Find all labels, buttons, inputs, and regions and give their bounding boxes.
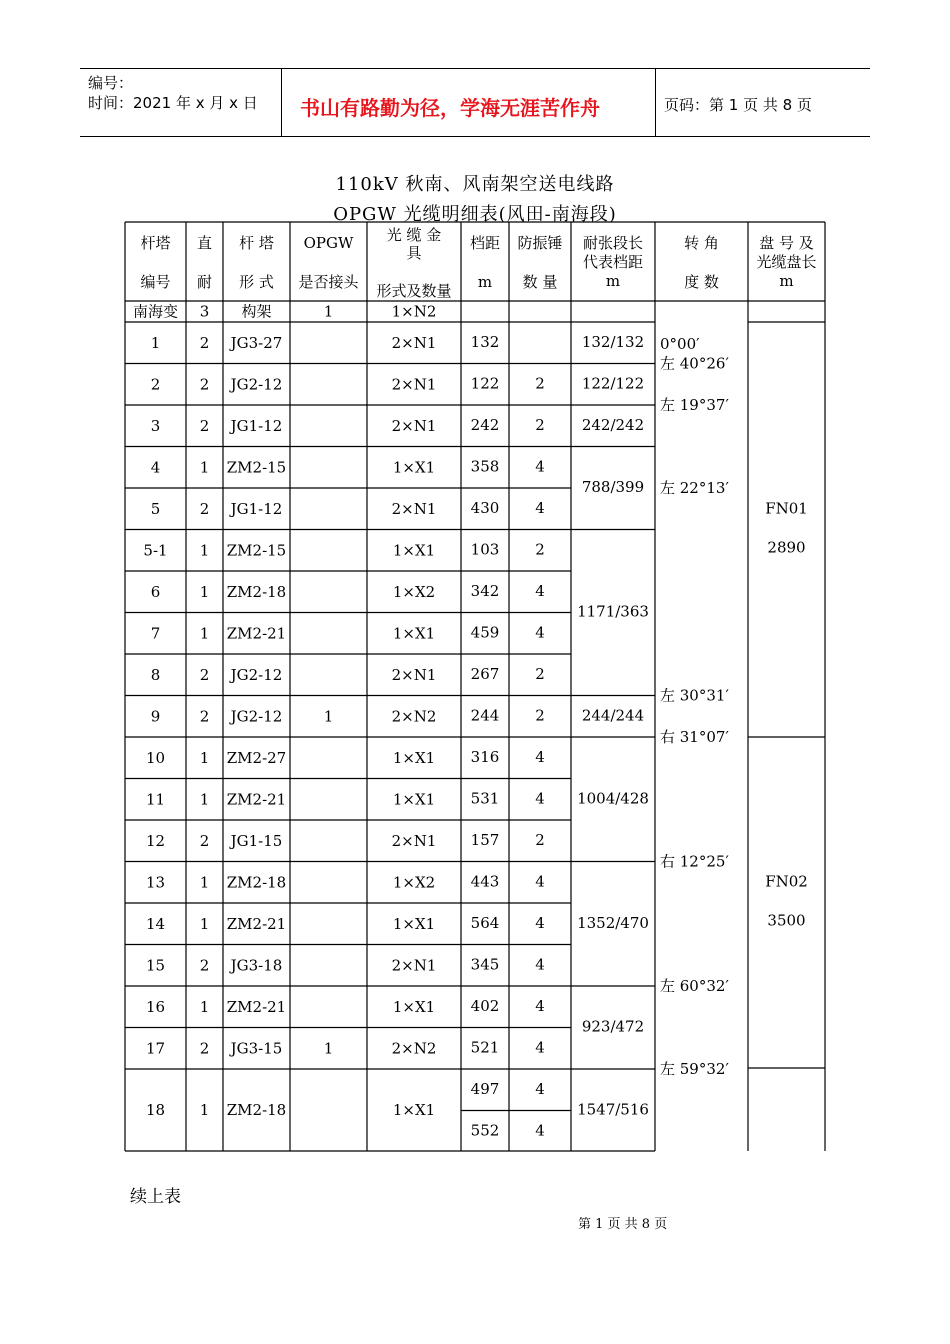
header-cell-reel: 盘 号 及 [759,234,814,252]
tower-form-cell: JG2-12 [230,375,283,394]
span-cell: 521 [470,1038,500,1057]
tower-number-cell: 7 [150,624,161,643]
tower-kind-cell: 2 [199,375,210,394]
span-cell: 132 [470,332,500,351]
fitting-cell: 1×X1 [392,1101,436,1119]
tower-number-cell: 3 [150,416,161,435]
damper-cell: 4 [535,996,545,1015]
header-cell-damper: 防振锤 [517,234,563,252]
span-cell: 316 [470,747,500,766]
reel-number-cell: FN01 [765,499,808,518]
section-length-cell: 244/244 [581,706,645,725]
damper-cell: 4 [535,955,545,974]
span-cell: 497 [470,1079,500,1098]
damper-cell: 4 [535,913,545,932]
header-cell-span: 档距 [469,234,501,252]
fitting-cell: 2×N2 [391,707,437,726]
header-cell-span: m [477,273,493,291]
header-cell-tower_no: 杆塔 [140,234,171,252]
tower-number-cell: 6 [150,582,161,601]
angle-cell: 左 40°26′ [660,354,729,373]
tower-number-cell: 14 [145,914,166,933]
fitting-cell: 1×X1 [392,748,436,767]
header-cell-opgw: 是否接头 [298,273,359,291]
section-length-cell: 788/399 [581,478,645,496]
page-title: 110kV 秋南、风南架空送电线路 [335,174,615,195]
span-cell: 443 [470,872,500,891]
page-number-label: 页码：第 1 页 共 8 页 [664,96,812,114]
tower-kind-cell: 1 [199,748,210,767]
damper-cell: 2 [535,540,545,559]
header-cell-damper: 数 量 [522,273,558,291]
header-cell-angle: 度 数 [684,273,719,291]
header-cell-straight: 直 [196,234,213,252]
fitting-cell: 1×X1 [392,914,436,933]
fitting-cell: 2×N2 [391,1039,437,1058]
tower-number-cell: 1 [150,333,161,352]
tower-form-cell: ZM2-21 [226,914,287,933]
tower-form-cell: ZM2-15 [226,458,287,477]
page-footer: 第 1 页 共 8 页 [578,1217,668,1232]
tower-number-cell: 5-1 [143,541,168,560]
reel-length-cell: 3500 [767,911,806,930]
fitting-cell: 2×N1 [391,665,437,684]
tower-form-cell: ZM2-21 [226,997,287,1016]
tower-form-cell: JG3-15 [230,1039,283,1058]
header-cell-tower_no: 编号 [140,273,171,291]
fitting-cell: 1×X1 [392,790,436,809]
tower-number-cell: 11 [145,790,166,809]
damper-cell: 4 [535,1079,545,1098]
tower-kind-cell: 1 [199,873,210,892]
tower-number-cell: 10 [145,748,166,767]
section-length-cell: 1171/363 [577,602,649,621]
header-cell-section: m [605,272,621,290]
header-cell-straight: 耐 [196,273,213,291]
span-cell: 122 [470,374,500,393]
fitting-cell: 1×X1 [392,997,436,1016]
damper-cell: 4 [535,747,545,766]
angle-cell: 左 19°37′ [660,395,729,414]
tower-kind-cell: 2 [199,831,210,850]
tower-number-cell: 17 [145,1039,166,1058]
angle-cell: 左 59°32′ [660,1059,729,1078]
fitting-cell: 1×N2 [391,302,437,321]
damper-cell: 2 [535,706,545,725]
tower-form-cell: JG1-12 [230,499,283,518]
angle-cell: 左 60°32′ [660,976,729,995]
header-motto: 书山有路勤为径，学海无涯苦作舟 [300,96,600,120]
tower-kind-cell: 1 [199,624,210,643]
fitting-cell: 1×X1 [392,624,436,643]
doc-number-label: 编号： [88,74,134,92]
damper-cell: 2 [535,415,545,434]
angle-cell: 右 31°07′ [660,727,729,746]
tower-form-cell: JG1-12 [230,416,283,435]
tower-kind-cell: 1 [199,582,210,601]
fitting-cell: 1×X1 [392,541,436,560]
angle-cell: 左 22°13′ [660,478,729,497]
tower-kind-cell: 1 [199,914,210,933]
tower-number-cell: 南海变 [132,302,179,321]
span-cell: 358 [470,457,500,476]
continued-label: 续上表 [130,1187,181,1207]
angle-cell: 0°00′ [660,334,700,353]
section-length-cell: 1547/516 [577,1100,649,1119]
span-cell: 402 [470,996,500,1015]
tower-number-cell: 4 [150,458,161,477]
tower-number-cell: 2 [150,375,161,394]
tower-number-cell: 18 [145,1101,166,1119]
tower-number-cell: 13 [145,873,166,892]
header-cell-opgw: OPGW [303,234,354,252]
tower-kind-cell: 2 [199,499,210,518]
tower-kind-cell: 1 [199,997,210,1016]
reel-number-cell: FN02 [765,872,808,891]
damper-cell: 4 [535,498,545,517]
damper-cell: 2 [535,664,545,683]
fitting-cell: 1×X2 [392,873,436,892]
tower-kind-cell: 2 [199,956,210,975]
opgw-joint-cell: 1 [323,1039,334,1058]
tower-kind-cell: 2 [199,665,210,684]
page-subtitle: OPGW 光缆明细表(风田-南海段) [333,204,617,225]
section-length-cell: 122/122 [581,374,645,393]
tower-number-cell: 15 [145,956,166,975]
header-cell-fitting: 具 [406,244,422,262]
span-cell: 244 [470,706,500,725]
tower-number-cell: 12 [145,831,166,850]
span-cell: 342 [470,581,500,600]
opgw-joint-cell: 1 [323,707,334,726]
section-length-cell: 1352/470 [577,913,649,932]
damper-cell: 4 [535,789,545,808]
header-cell-reel: 光缆盘长 [756,253,817,271]
tower-kind-cell: 2 [199,333,210,352]
tower-form-cell: JG2-12 [230,707,283,726]
fitting-cell: 1×X2 [392,582,436,601]
span-cell: 459 [470,623,500,642]
header-cell-tower_type: 杆 塔 [239,234,274,252]
fitting-cell: 2×N1 [391,956,437,975]
tower-kind-cell: 3 [199,302,210,321]
tower-number-cell: 16 [145,997,166,1016]
tower-kind-cell: 2 [199,707,210,726]
fitting-cell: 2×N1 [391,416,437,435]
tower-kind-cell: 1 [199,541,210,560]
header-cell-reel: m [779,272,794,290]
tower-form-cell: JG3-27 [230,333,283,352]
tower-kind-cell: 2 [199,416,210,435]
span-cell: 564 [470,913,500,932]
tower-kind-cell: 1 [199,1101,210,1119]
tower-form-cell: JG1-15 [230,831,283,850]
fitting-cell: 2×N1 [391,499,437,518]
tower-form-cell: ZM2-18 [226,873,287,892]
tower-form-cell: ZM2-21 [226,790,287,809]
tower-form-cell: JG2-12 [230,665,283,684]
damper-cell: 4 [535,623,545,642]
fitting-cell: 1×X1 [392,458,436,477]
tower-form-cell: 构架 [241,302,272,321]
doc-date-label: 时间：2021 年 x 月 x 日 [88,94,258,112]
header-cell-tower_type: 形 式 [239,273,274,291]
tower-form-cell: ZM2-18 [226,582,287,601]
angle-cell: 右 12°25′ [660,852,729,871]
tower-form-cell: ZM2-21 [226,624,287,643]
header-cell-fitting: 形式及数量 [376,282,452,300]
header-cell-angle: 转 角 [684,234,719,252]
section-length-cell: 132/132 [581,332,645,351]
damper-cell: 4 [535,581,545,600]
section-length-cell: 242/242 [581,415,645,434]
tower-number-cell: 8 [150,665,161,684]
tower-kind-cell: 1 [199,458,210,477]
section-length-cell: 923/472 [581,1017,645,1036]
tower-form-cell: JG3-18 [230,956,283,975]
fitting-cell: 2×N1 [391,831,437,850]
span-cell: 242 [470,415,500,434]
span-cell: 531 [470,789,500,808]
tower-kind-cell: 2 [199,1039,210,1058]
tower-form-cell: ZM2-18 [226,1101,287,1119]
damper-cell: 4 [535,1121,545,1140]
section-length-cell: 1004/428 [577,789,649,808]
header-cell-section: 代表档距 [582,253,644,271]
damper-cell: 4 [535,872,545,891]
tower-number-cell: 5 [150,499,161,518]
reel-length-cell: 2890 [767,538,806,557]
damper-cell: 2 [535,830,545,849]
opgw-joint-cell: 1 [323,302,334,321]
header-cell-fitting: 光 缆 金 [386,226,442,244]
fitting-cell: 2×N1 [391,375,437,394]
tower-form-cell: ZM2-27 [226,748,287,767]
span-cell: 157 [470,830,500,849]
fitting-cell: 2×N1 [391,333,437,352]
tower-kind-cell: 1 [199,790,210,809]
angle-cell: 左 30°31′ [660,686,729,705]
tower-number-cell: 9 [150,707,161,726]
damper-cell: 2 [535,374,545,393]
span-cell: 345 [470,955,500,974]
damper-cell: 4 [535,457,545,476]
tower-form-cell: ZM2-15 [226,541,287,560]
damper-cell: 4 [535,1038,545,1057]
span-cell: 552 [470,1121,500,1140]
header-cell-section: 耐张段长 [582,234,644,252]
span-cell: 103 [470,540,500,559]
span-cell: 430 [470,498,500,517]
span-cell: 267 [470,664,500,683]
